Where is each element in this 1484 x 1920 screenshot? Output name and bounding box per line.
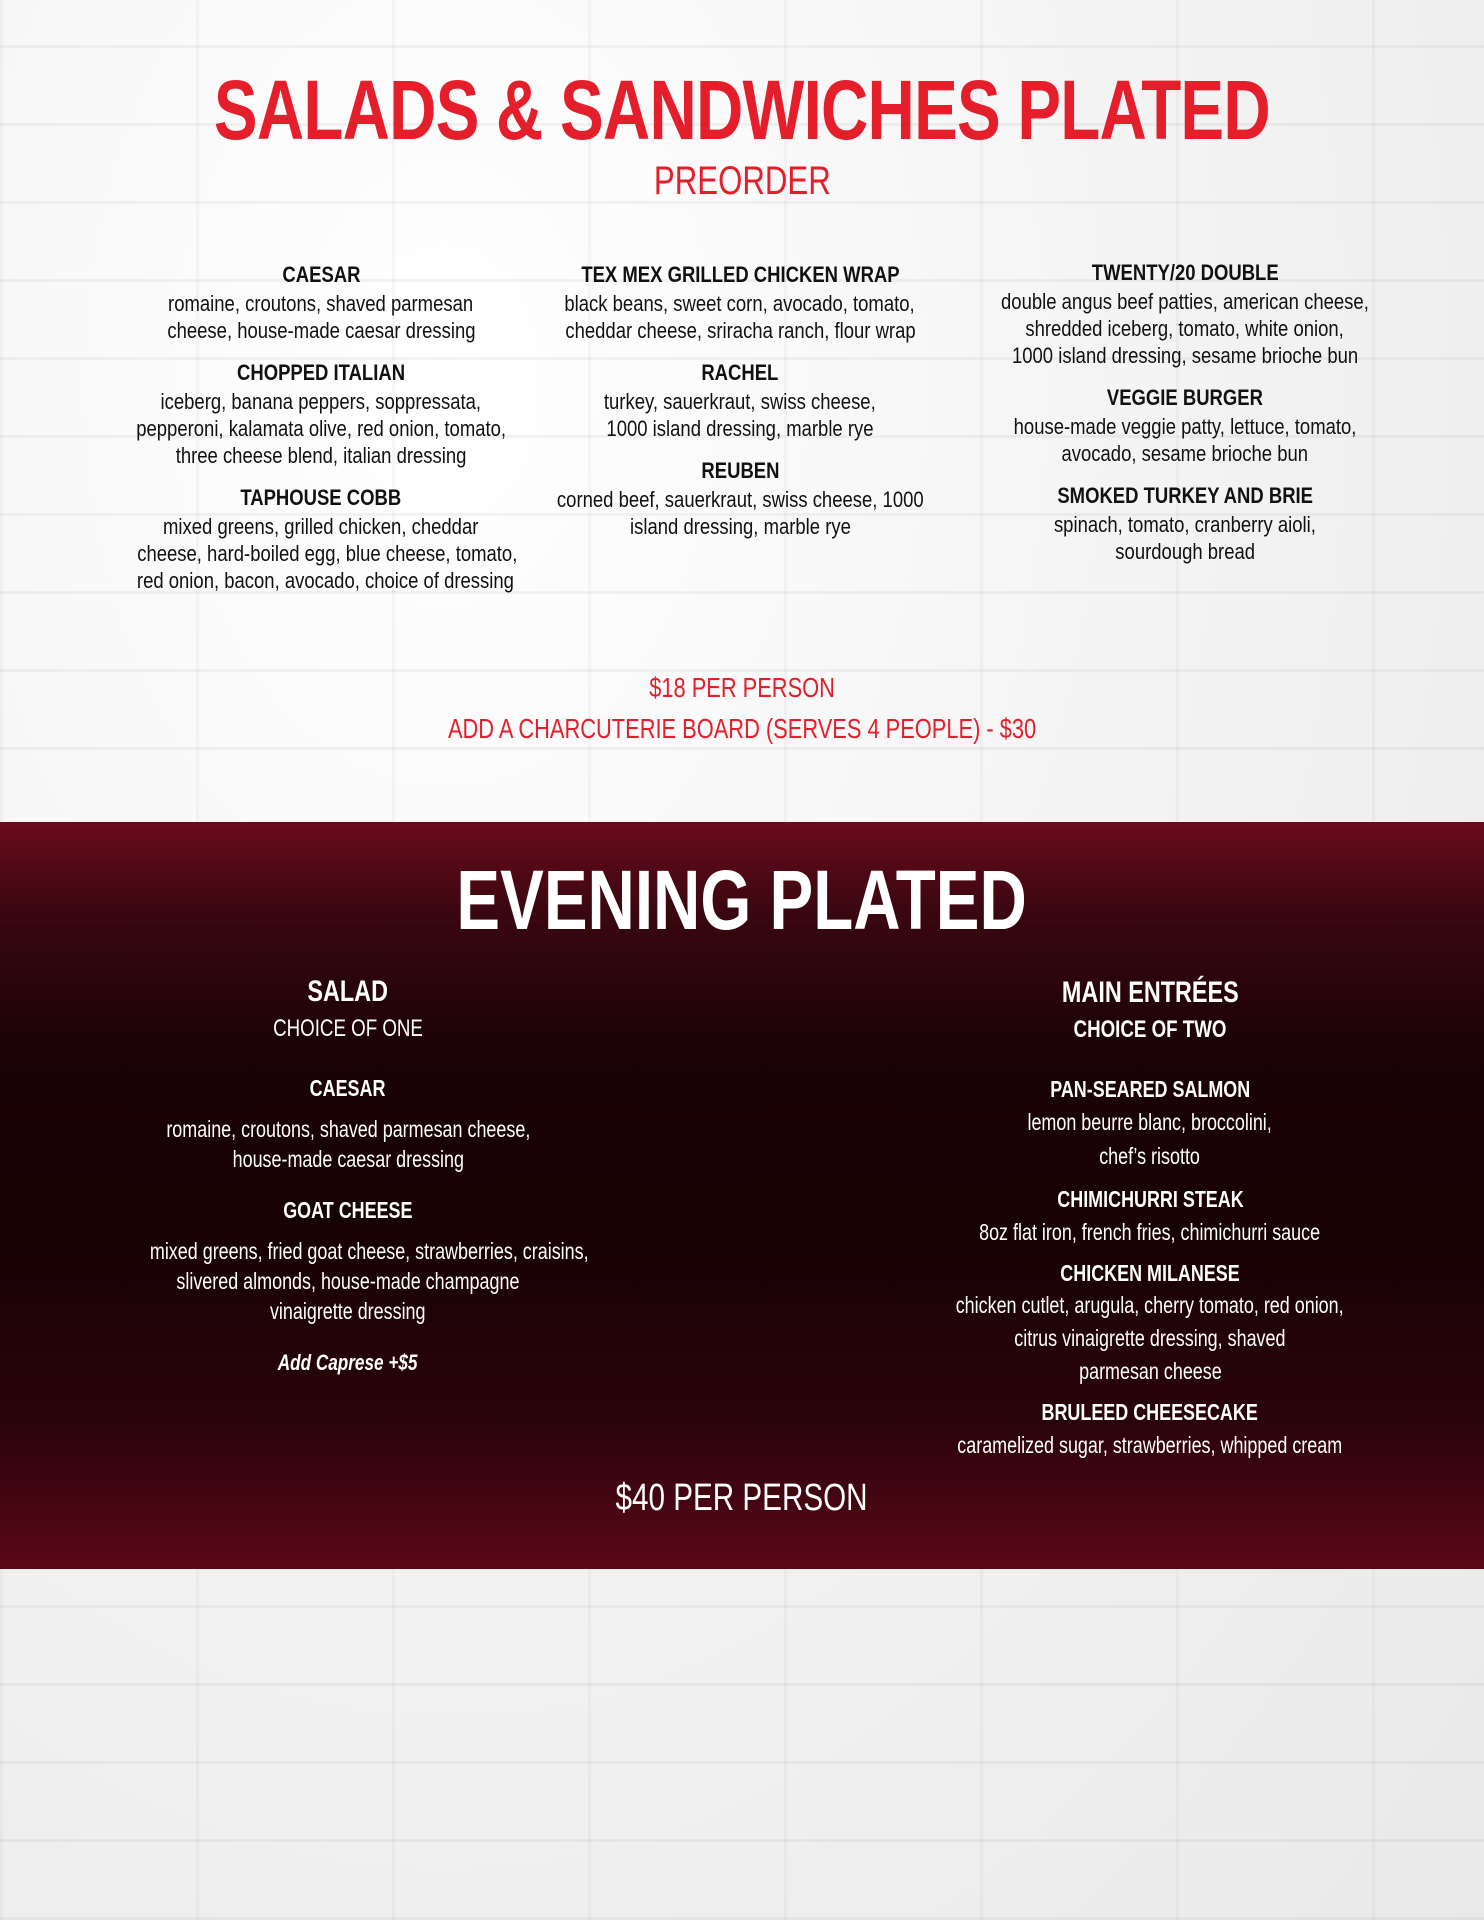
item-description: pepperoni, kalamata olive, red onion, tomato, [136,416,507,441]
item-description: parmesan cheese [1078,1358,1222,1384]
item-name: PAN-SEARED SALMON [1049,1076,1250,1102]
main-item [900,1257,1400,1388]
item-name: GOAT CHEESE [283,1197,413,1223]
item-name: BRULEED CHEESECAKE [1041,1399,1259,1425]
item-name: CAESAR [310,1075,386,1101]
menu-item [101,483,541,594]
salad-heading: SALAD [307,975,389,1008]
menu-item [101,358,541,469]
item-name: CAESAR [281,262,361,287]
item-description: romaine, croutons, shaved parmesan [168,291,474,316]
item-description: 1000 island dressing, marble rye [606,416,874,441]
item-description: house-made caesar dressing [232,1146,464,1172]
item-description: caramelized sugar, strawberries, whipped cream [957,1432,1343,1458]
salad-column [88,972,608,1378]
item-description: mixed greens, fried goat cheese, strawberries, craisins, [149,1238,589,1264]
item-name: TEX MEX GRILLED CHICKEN WRAP [580,262,900,287]
item-description: spinach, tomato, cranberry aioli, [1054,512,1316,537]
mains-heading: MAIN ENTRÉES [1061,976,1239,1009]
item-name: CHOPPED ITALIAN [236,360,406,385]
menu-item [520,358,960,442]
item-name: TAPHOUSE COBB [240,485,402,510]
item-description: mixed greens, grilled chicken, cheddar [163,514,479,539]
mains-subheading: CHOICE OF TWO [1073,1016,1227,1043]
item-description: iceberg, banana peppers, soppressata, [160,389,482,414]
main-item [900,1396,1400,1462]
menu-column-1 [101,260,541,608]
item-description: cheese, house-made caesar dressing [166,318,476,343]
item-description: red onion, bacon, avocado, choice of dressing [136,568,514,593]
evening-title: EVENING PLATED [456,853,1028,947]
item-description: citrus vinaigrette dressing, shaved [1014,1325,1286,1351]
caprese-addon: Add Caprese +$5 [278,1350,418,1375]
menu-subtitle: PREORDER [653,159,831,203]
item-description: cheese, hard-boiled egg, blue cheese, tomato, [137,541,518,566]
item-description: black beans, sweet corn, avocado, tomato, [564,291,916,316]
price-per-person: $18 PER PERSON [649,672,835,703]
item-description: double angus beef patties, american cheese, [1001,289,1369,314]
main-item [900,1073,1400,1173]
main-item [900,1183,1400,1249]
item-description: sourdough bread [1115,539,1255,564]
item-description: corned beef, sauerkraut, swiss cheese, 1000 [556,487,924,512]
item-description: three cheese blend, italian dressing [175,443,467,468]
item-name: CHIMICHURRI STEAK [1056,1186,1244,1212]
item-name: CHICKEN MILANESE [1060,1260,1240,1286]
item-name: RACHEL [701,360,779,385]
menu-item [965,481,1405,565]
evening-plated-section [0,822,1484,1569]
menu-item [520,260,960,344]
item-description: lemon beurre blanc, broccolini, [1027,1109,1273,1135]
item-description: chicken cutlet, arugula, cherry tomato, red onion, [956,1292,1344,1318]
menu-item [965,383,1405,467]
item-name: VEGGIE BURGER [1106,385,1264,410]
item-description: 8oz flat iron, french fries, chimichurri sauce [979,1219,1321,1245]
item-description: slivered almonds, house-made champagne [176,1268,520,1294]
menu-item [520,456,960,540]
item-name: TWENTY/20 DOUBLE [1091,260,1279,285]
item-description: shredded iceberg, tomato, white onion, [1025,316,1345,341]
evening-price: $40 PER PERSON [615,1477,869,1519]
item-description: chef’s risotto [1099,1143,1201,1169]
menu-item [965,258,1405,369]
item-description: 1000 island dressing, sesame brioche bun [1011,343,1359,368]
item-description: vinaigrette dressing [270,1298,426,1324]
menu-title: SALADS & SANDWICHES PLATED [214,63,1270,157]
menu-column-2 [520,260,960,554]
salad-item [88,1194,608,1326]
item-description: island dressing, marble rye [629,514,851,539]
menu-item [101,260,541,344]
charcuterie-addon: ADD A CHARCUTERIE BOARD (SERVES 4 PEOPLE) - $30 [447,713,1037,744]
item-name: REUBEN [700,458,780,483]
item-name: SMOKED TURKEY AND BRIE [1057,483,1313,508]
mains-column [900,973,1400,1462]
item-description: turkey, sauerkraut, swiss cheese, [604,389,876,414]
item-description: cheddar cheese, sriracha ranch, flour wrap [564,318,916,343]
item-description: romaine, croutons, shaved parmesan cheese, [166,1116,530,1142]
salad-subheading: CHOICE OF ONE [273,1015,423,1042]
menu-column-3 [965,258,1405,579]
salad-item [88,1072,608,1174]
item-description: avocado, sesame brioche bun [1061,441,1309,466]
item-description: house-made veggie patty, lettuce, tomato, [1013,414,1357,439]
